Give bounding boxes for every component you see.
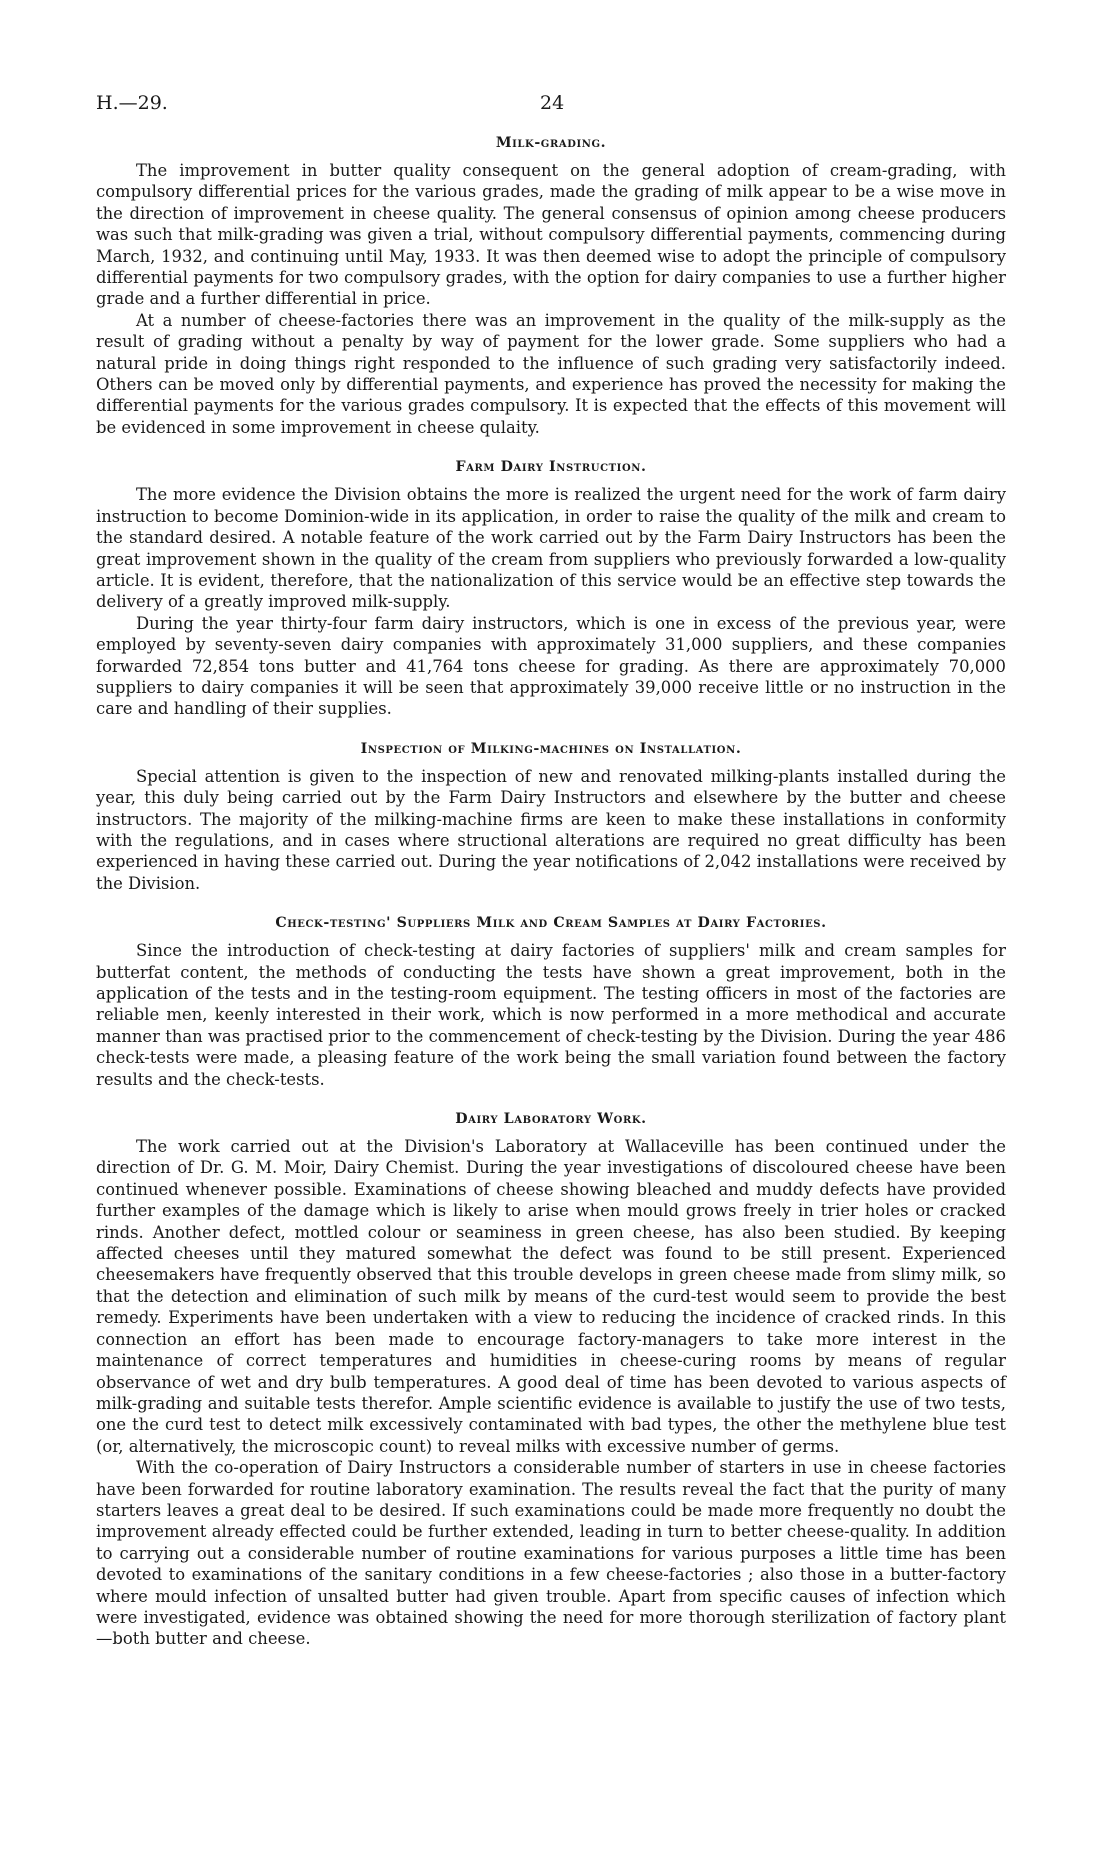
section-heading: Farm Dairy Instruction.	[455, 459, 647, 476]
paragraph: Special attention is given to the inspection of new and renovated milking-plants installed during the year, this duly being carried out by the Farm Dairy Instructors and elsewhere by the butter and cheese instructors. The majority of the milking-machine firms are keen to make these installations in conformity with the regulations, and in cases where structional alterations are required no great difficulty has been experienced in having these carried out. During the year notifications of 2,042 installations were received by the Division.	[96, 766, 1006, 893]
section-heading: Inspection of Milking-machines on Installation.	[360, 740, 742, 757]
page-number: 24	[540, 92, 565, 114]
section-milk-grading	[96, 132, 1006, 438]
paragraph: The more evidence the Division obtains the more is realized the urgent need for the work of farm dairy instruction to become Dominion-wide in its application, in order to raise the quality of the milk and cream to the standard desired. A notable feature of the work carried out by the Farm Dairy Instructors has been the great improvement shown in the quality of the cream from suppliers who previously forwarded a low-quality article. It is evident, therefore, that the nationalization of this service would be an effective step towards the delivery of a greatly improved milk-supply.	[96, 485, 1006, 612]
section-farm-dairy-instruction	[96, 456, 1006, 719]
paragraph: With the co-operation of Dairy Instructors a considerable number of starters in use in cheese factories have been forwarded for routine laboratory examination. The results reveal the fact that the purity of many starters leaves a great deal to be desired. If such examinations could be made more frequently no doubt the improvement already effected could be further extended, leading in turn to better cheese-quality. In addition to carrying out a considerable number of routine examinations for various purposes a little time has been devoted to examinations of the sanitary conditions in a few cheese-factories ; also those in a butter-factory where mould infection of unsalted butter had given trouble. Apart from specific causes of infection which were investigated, evidence was obtained showing the need for more thorough sterilization of factory plant—both butter and cheese.	[96, 1458, 1006, 1649]
paragraph: The work carried out at the Division's Laboratory at Wallaceville has been continued under the direction of Dr. G. M. Moir, Dairy Chemist. During the year investigations of discoloured cheese have been continued whenever possible. Examinations of cheese showing bleached and muddy defects have provided further examples of the damage which is likely to arise when mould grows freely in trier holes or cracked rinds. Another defect, mottled colour or seaminess in green cheese, has also been studied. By keeping affected cheeses until they matured somewhat the defect was found to be still present. Experienced cheesemakers have frequently observed that this trouble develops in green cheese made from slimy milk, so that the detection and elimination of such milk by means of the curd-test would seem to provide the best remedy. Experiments have been undertaken with a view to reducing the incidence of cracked rinds. In this connection an effort has been made to encourage factory-managers to take more interest in the maintenance of correct temperatures and humidities in cheese-curing rooms by means of regular observance of wet and dry bulb temperatures. A good deal of time has been devoted to various aspects of milk-grading and suitable tests therefor. Ample scientific evidence is available to justify the use of two tests, one the curd test to detect milk excessively contaminated with bad types, the other the methylene blue test (or, alternatively, the microscopic count) to reveal milks with excessive number of germs.	[96, 1137, 1006, 1456]
section-heading: Dairy Laboratory Work.	[455, 1111, 647, 1128]
section-heading: Check-testing' Suppliers Milk and Cream Samples at Dairy Factories.	[275, 915, 827, 932]
paragraph: At a number of cheese-factories there was an improvement in the quality of the milk-supply as the result of grading without a penalty by way of payment for the lower grade. Some suppliers who had a natural pride in doing things right responded to the influence of such grading very satisfactorily indeed. Others can be moved only by differential payments, and experience has proved the necessity for making the differential payments for the various grades compulsory. It is expected that the effects of this movement will be evidenced in some improvement in cheese qulaity.	[96, 310, 1006, 437]
document-reference: H.—29.	[96, 92, 168, 114]
paragraph: The improvement in butter quality consequent on the general adoption of cream-grading, with compulsory differential prices for the various grades, made the grading of milk appear to be a wise move in the direction of improvement in cheese quality. The general consensus of opinion among cheese producers was such that milk-grading was given a trial, without compulsory differential payments, commencing during March, 1932, and continuing until May, 1933. It was then deemed wise to adopt the principle of compulsory differential payments for two compulsory grades, with the option for dairy companies to use a further higher grade and a further differential in price.	[96, 161, 1006, 309]
section-check-testing	[96, 912, 1006, 1090]
document-body	[96, 132, 1006, 1650]
section-dairy-laboratory	[96, 1108, 1006, 1650]
section-heading: Milk-grading.	[495, 135, 607, 151]
paragraph: Since the introduction of check-testing at dairy factories of suppliers' milk and cream samples for butterfat content, the methods of conducting the tests have shown a great improvement, both in the application of the tests and in the testing-room equipment. The testing officers in most of the factories are reliable men, keenly interested in their work, which is now performed in a more methodical and accurate manner than was practised prior to the commencement of check-testing by the Division. During the year 486 check-tests were made, a pleasing feature of the work being the small variation found between the factory results and the check-tests.	[96, 941, 1006, 1089]
paragraph: During the year thirty-four farm dairy instructors, which is one in excess of the previous year, were employed by seventy-seven dairy companies with approximately 31,000 suppliers, and these companies forwarded 72,854 tons butter and 41,764 tons cheese for grading. As there are approximately 70,000 suppliers to dairy companies it will be seen that approximately 39,000 receive little or no instruction in the care and handling of their supplies.	[96, 613, 1006, 719]
section-milking-machines	[96, 738, 1006, 894]
